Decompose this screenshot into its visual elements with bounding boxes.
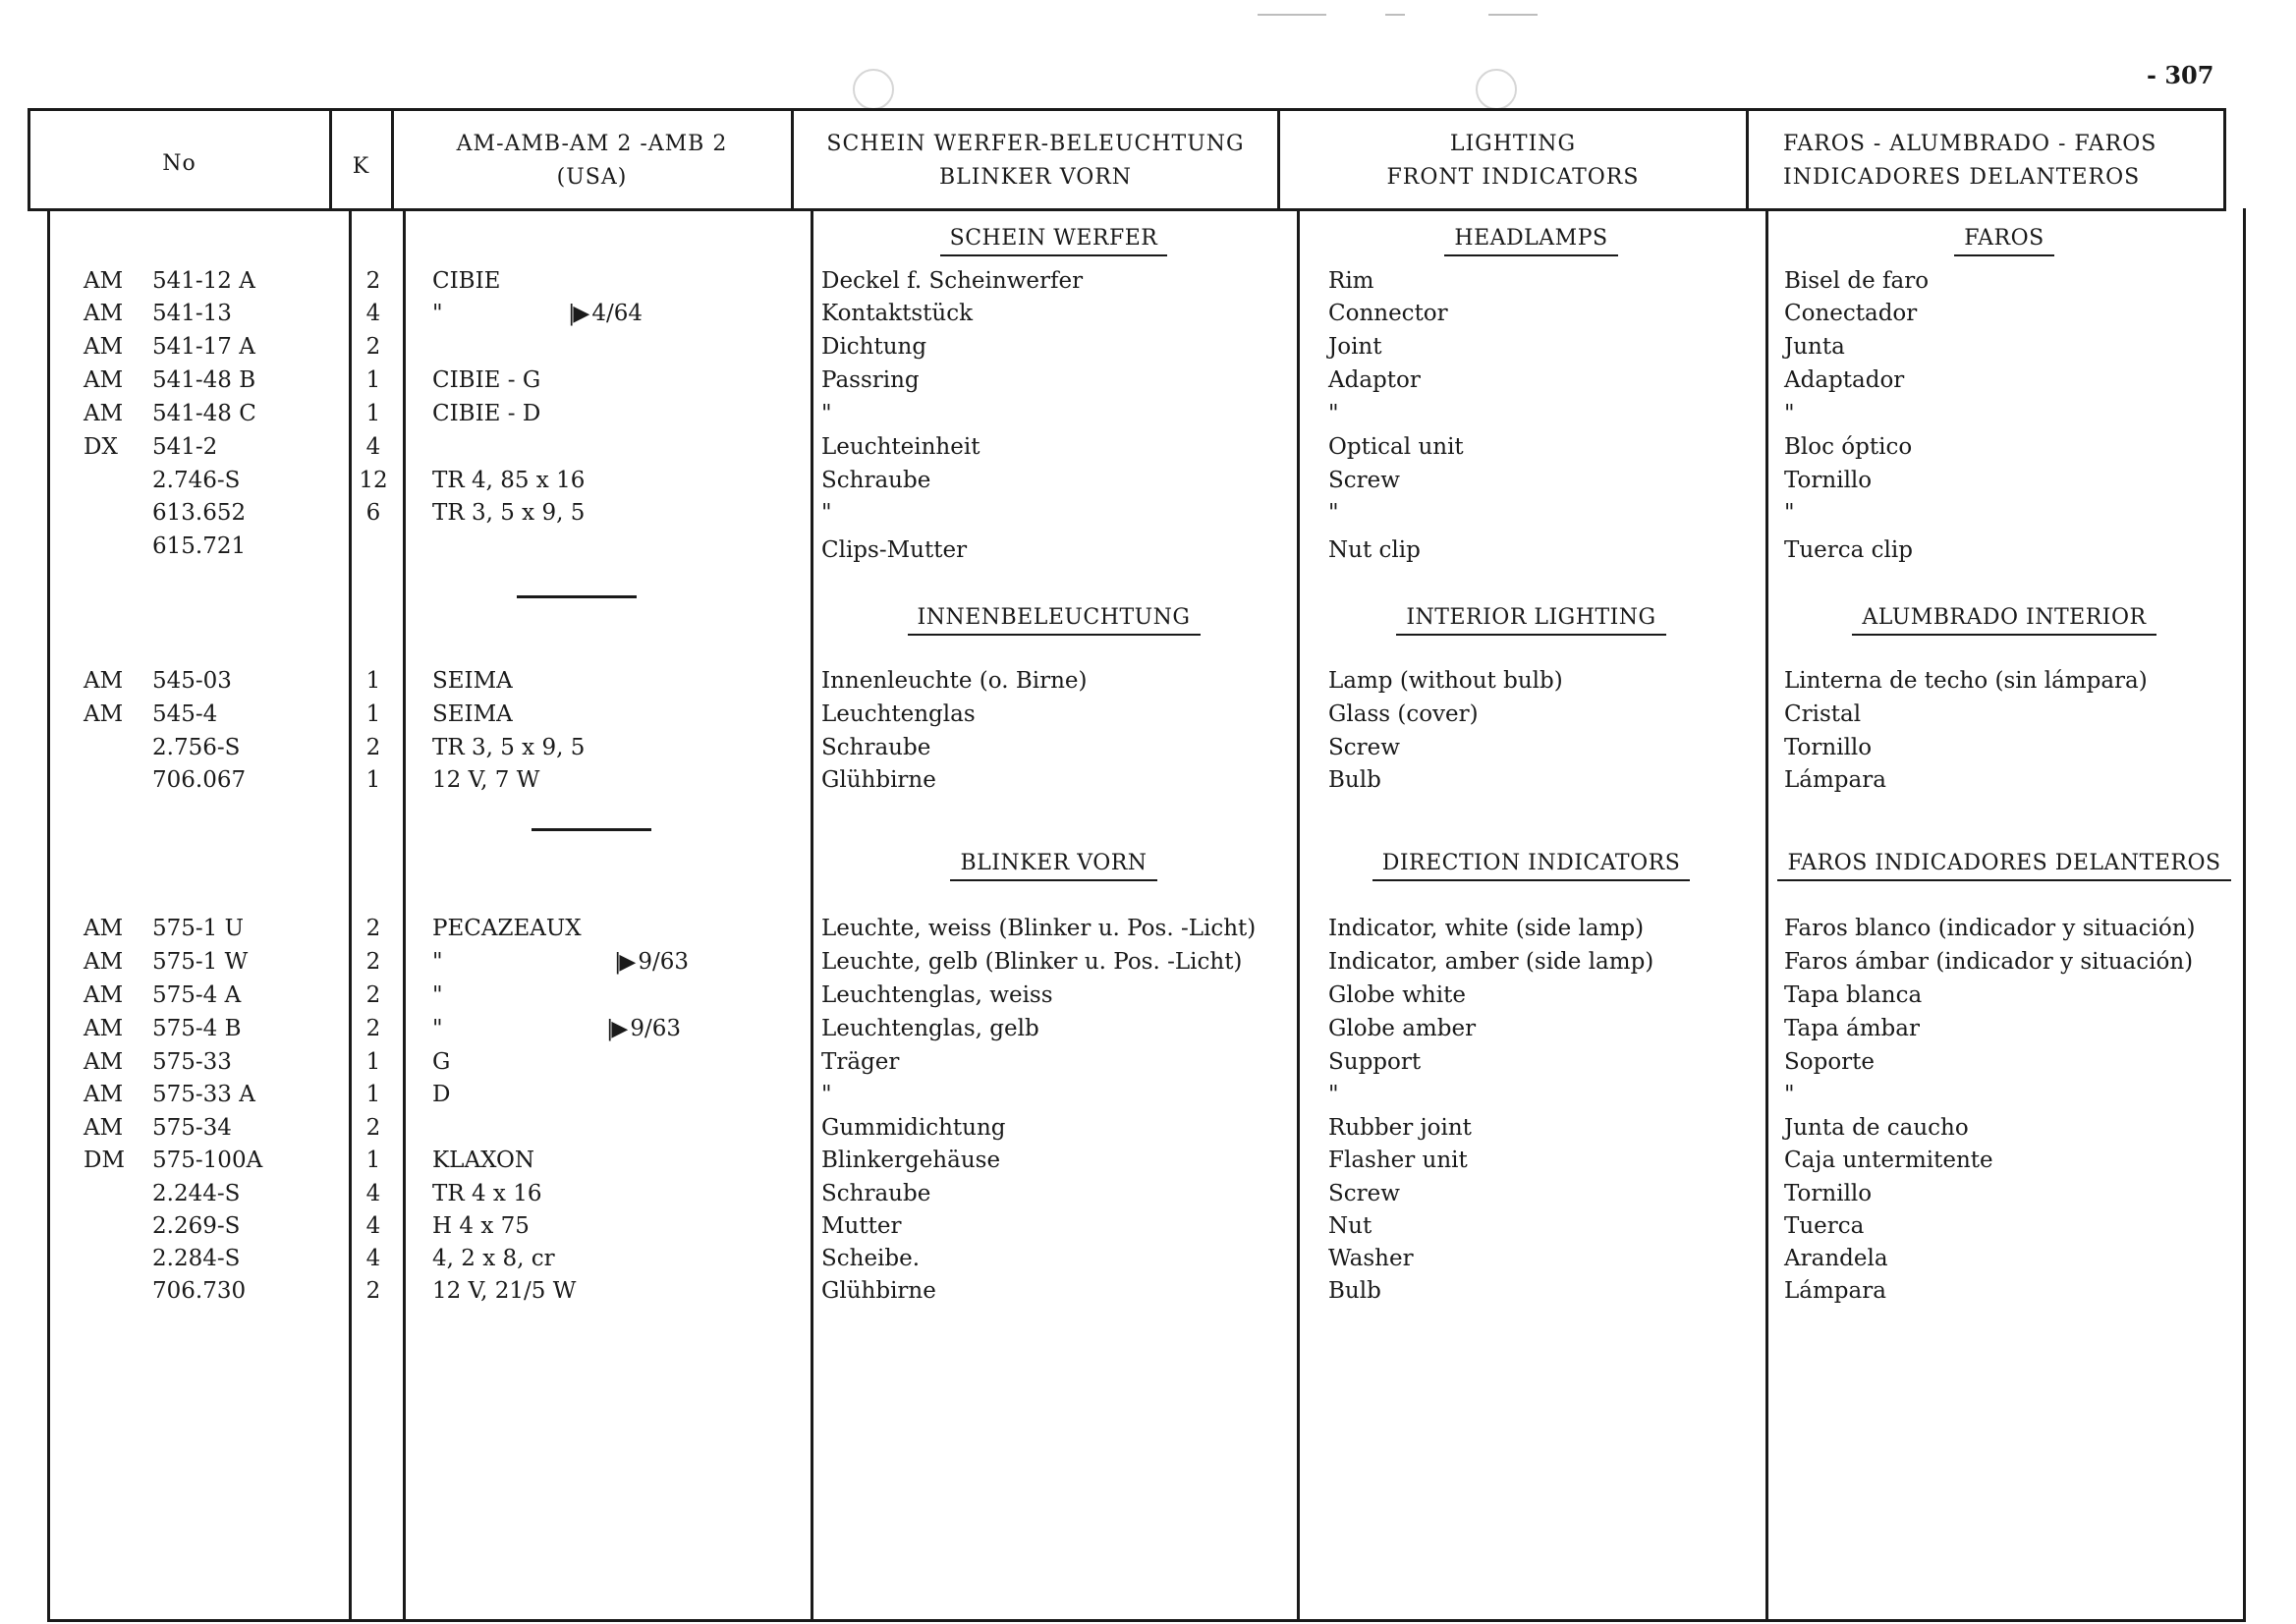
supplier-cell: CIBIE - G [432,367,541,393]
quantity-cell: 4 [365,1181,381,1206]
german-description: " [821,1082,832,1107]
column-divider [1746,108,1749,211]
quantity-cell: 1 [365,1049,381,1075]
english-description: Screw [1328,1181,1400,1206]
prefix-cell: DX [84,434,118,460]
quantity-cell: 2 [365,268,381,294]
part-number-cell: 541-12 A [152,268,255,294]
spanish-description: Faros blanco (indicador y situación) [1784,916,2196,941]
table-row [0,1082,2296,1113]
german-description: Leuchtenglas, gelb [821,1016,1039,1041]
spanish-description: Lámpara [1784,1278,1886,1304]
supplier-cell: SEIMA [432,701,513,727]
supplier-cell: TR 3, 5 x 9, 5 [432,500,586,526]
table-row [0,500,2296,532]
prefix-cell: AM [84,916,124,941]
section-heading-english [1297,851,1765,881]
table-row [0,949,2296,980]
table-row [0,401,2296,432]
page-number: - 307 [2147,61,2214,89]
prefix-cell: DM [84,1148,125,1173]
part-number-cell: 575-33 [152,1049,232,1075]
section-heading-german [811,226,1297,256]
spanish-description: Tuerca [1784,1213,1865,1239]
header-divider [29,208,2226,211]
supersession-arrow-icon: |▶ [568,302,588,326]
header-k-label: K [352,154,370,179]
table-row [0,434,2296,466]
table-row [0,982,2296,1014]
german-description: Glühbirne [821,767,936,793]
part-number-cell: 545-03 [152,668,232,694]
header-spanish [1783,128,2225,195]
part-number-cell: 541-17 A [152,334,255,360]
german-description: Schraube [821,468,931,493]
prefix-cell: AM [84,701,124,727]
quantity-cell: 1 [365,767,381,793]
german-description: Leuchte, gelb (Blinker u. Pos. -Licht) [821,949,1243,975]
table-row [0,1148,2296,1179]
header-english [1280,128,1746,195]
german-description: Mutter [821,1213,902,1239]
supplier-cell: PECAZEAUX [432,916,582,941]
quantity-cell: 1 [365,367,381,393]
german-description: Leuchtenglas, weiss [821,982,1053,1008]
header-german [794,128,1277,195]
quantity-cell: 2 [365,982,381,1008]
spanish-description: Cristal [1784,701,1862,727]
supplier-cell: TR 4, 85 x 16 [432,468,586,493]
part-number-cell: 541-2 [152,434,218,460]
english-description: Support [1328,1049,1422,1075]
german-description: Dichtung [821,334,927,360]
header-models-line2: (USA) [556,165,628,190]
prefix-cell: AM [84,668,124,694]
punch-hole [1476,69,1517,110]
spanish-description: Junta de caucho [1784,1115,1969,1141]
english-description: Nut [1328,1213,1372,1239]
spanish-description: Bisel de faro [1784,268,1930,294]
english-description: Connector [1328,301,1448,326]
section-title: INTERIOR LIGHTING [1396,605,1665,636]
english-description: Screw [1328,468,1400,493]
english-description: " [1328,1082,1339,1107]
supersession-date: 9/63 [630,1016,681,1041]
spanish-description: " [1784,500,1795,526]
section-title: HEADLAMPS [1444,226,1617,256]
header-no [29,147,329,181]
german-description: Leuchteinheit [821,434,980,460]
table-row [0,1246,2296,1277]
table-row [0,533,2296,565]
table-row [0,1213,2296,1245]
quantity-cell: 1 [365,668,381,694]
german-description: Kontaktstück [821,301,974,326]
part-number-cell: 2.269-S [152,1213,241,1239]
table-bottom-border [47,1619,2246,1622]
english-description: " [1328,500,1339,526]
spanish-description: " [1784,401,1795,426]
part-number-cell: 575-4 B [152,1016,242,1041]
part-number-cell: 2.244-S [152,1181,241,1206]
section-title: BLINKER VORN [950,851,1156,881]
part-number-cell: 2.756-S [152,735,241,760]
part-number-cell: 575-33 A [152,1082,255,1107]
prefix-cell: AM [84,1016,124,1041]
section-heading-german [811,605,1297,636]
english-description: Bulb [1328,1278,1381,1304]
quantity-cell: 2 [365,334,381,360]
spanish-description: Faros ámbar (indicador y situación) [1784,949,2194,975]
spanish-description: Tapa blanca [1784,982,1923,1008]
spanish-description: Tuerca clip [1784,537,1913,563]
header-english-line2: FRONT INDICATORS [1386,165,1640,190]
spanish-description: Tornillo [1784,1181,1873,1206]
prefix-cell: AM [84,401,124,426]
english-description: Rubber joint [1328,1115,1472,1141]
german-description: Glühbirne [821,1278,936,1304]
scan-mark [1258,14,1326,16]
header-german-line1: SCHEIN WERFER-BELEUCHTUNG [826,132,1245,156]
scan-mark [1385,14,1405,16]
spanish-description: Tapa ámbar [1784,1016,1920,1041]
german-description: Leuchte, weiss (Blinker u. Pos. -Licht) [821,916,1257,941]
german-description: Deckel f. Scheinwerfer [821,268,1084,294]
prefix-cell: AM [84,334,124,360]
section-title: INNENBELEUCHTUNG [908,605,1201,636]
table-row [0,301,2296,332]
supersession-date: 9/63 [638,949,689,975]
english-description: Joint [1328,334,1382,360]
spanish-description: Bloc óptico [1784,434,1913,460]
english-description: Globe amber [1328,1016,1477,1041]
part-number-cell: 575-34 [152,1115,232,1141]
english-description: Glass (cover) [1328,701,1479,727]
part-number-cell: 2.284-S [152,1246,241,1271]
table-row [0,1278,2296,1310]
section-heading-german [811,851,1297,881]
supplier-cell: " [432,949,443,975]
prefix-cell: AM [84,1049,124,1075]
supplier-cell: " [432,301,443,326]
english-description: Screw [1328,735,1400,760]
english-description: Lamp (without bulb) [1328,668,1563,694]
supersession-arrow-icon: |▶ [606,1017,627,1041]
part-number-cell: 545-4 [152,701,218,727]
spanish-description: Junta [1784,334,1845,360]
german-description: Scheibe. [821,1246,921,1271]
section-title: ALUMBRADO INTERIOR [1852,605,2156,636]
header-models [393,128,791,195]
section-separator [517,595,637,598]
table-row [0,367,2296,399]
prefix-cell: AM [84,301,124,326]
supplier-cell: " [432,982,443,1008]
header-german-line2: BLINKER VORN [938,165,1133,190]
quantity-cell: 1 [365,1082,381,1107]
german-description: " [821,401,832,426]
spanish-description: " [1784,1082,1795,1107]
section-heading-spanish [1765,226,2243,256]
table-row [0,268,2296,300]
supplier-cell: CIBIE [432,268,501,294]
spanish-description: Arandela [1784,1246,1888,1271]
header-no-label: No [162,151,196,176]
section-title: FAROS [1954,226,2053,256]
section-heading-english [1297,605,1765,636]
english-description: Globe white [1328,982,1466,1008]
quantity-cell: 1 [365,401,381,426]
part-number-cell: 575-1 U [152,916,244,941]
german-description: Schraube [821,1181,931,1206]
prefix-cell: AM [84,1082,124,1107]
german-description: Träger [821,1049,900,1075]
table-row [0,1181,2296,1212]
german-description: Leuchtenglas [821,701,976,727]
supplier-cell: G [432,1049,451,1075]
supplier-cell: 12 V, 21/5 W [432,1278,577,1304]
table-row [0,1016,2296,1047]
prefix-cell: AM [84,1115,124,1141]
english-description: Optical unit [1328,434,1464,460]
table-row [0,668,2296,700]
punch-hole [853,69,894,110]
supplier-cell: TR 4 x 16 [432,1181,542,1206]
part-number-cell: 541-48 C [152,401,256,426]
english-description: Bulb [1328,767,1381,793]
supplier-cell: CIBIE - D [432,401,541,426]
spanish-description: Tornillo [1784,735,1873,760]
supplier-cell: TR 3, 5 x 9, 5 [432,735,586,760]
german-description: Blinkergehäuse [821,1148,1001,1173]
supplier-cell: SEIMA [432,668,513,694]
part-number-cell: 575-100A [152,1148,263,1173]
quantity-cell: 1 [365,701,381,727]
supersession-arrow-icon: |▶ [614,950,635,975]
german-description: Schraube [821,735,931,760]
prefix-cell: AM [84,367,124,393]
quantity-cell: 2 [365,1115,381,1141]
scan-mark [1488,14,1538,16]
german-description: Innenleuchte (o. Birne) [821,668,1088,694]
spanish-description: Tornillo [1784,468,1873,493]
header-spanish-line2: INDICADORES DELANTEROS [1783,165,2141,190]
section-title: SCHEIN WERFER [940,226,1168,256]
part-number-cell: 706.067 [152,767,247,793]
supplier-cell: H 4 x 75 [432,1213,530,1239]
quantity-cell: 2 [365,916,381,941]
english-description: Indicator, amber (side lamp) [1328,949,1654,975]
quantity-cell: 1 [365,1148,381,1173]
part-number-cell: 2.746-S [152,468,241,493]
supplier-cell: 12 V, 7 W [432,767,540,793]
part-number-cell: 575-1 W [152,949,249,975]
spanish-description: Linterna de techo (sin lámpara) [1784,668,2148,694]
part-number-cell: 541-13 [152,301,232,326]
header-k [331,150,391,184]
english-description: Flasher unit [1328,1148,1468,1173]
quantity-cell: 2 [365,735,381,760]
english-description: Adaptor [1328,367,1421,393]
supersession-note [568,301,643,326]
part-number-cell: 615.721 [152,533,247,559]
english-description: Rim [1328,268,1374,294]
supersession-note [606,1016,681,1041]
quantity-cell: 6 [365,500,381,526]
spanish-description: Lámpara [1784,767,1886,793]
table-top-border [29,108,2226,111]
quantity-cell: 12 [359,468,388,493]
german-description: Clips-Mutter [821,537,968,563]
english-description: Washer [1328,1246,1414,1271]
quantity-cell: 2 [365,949,381,975]
quantity-cell: 4 [365,301,381,326]
table-row [0,701,2296,733]
quantity-cell: 2 [365,1278,381,1304]
section-separator [532,828,651,831]
supersession-note [614,949,689,975]
quantity-cell: 4 [365,1213,381,1239]
section-title: FAROS INDICADORES DELANTEROS [1777,851,2230,881]
supplier-cell: 4, 2 x 8, cr [432,1246,555,1271]
table-row [0,468,2296,499]
header-models-line1: AM-AMB-AM 2 -AMB 2 [456,132,728,156]
section-title: DIRECTION INDICATORS [1372,851,1691,881]
supplier-cell: " [432,1016,443,1041]
section-heading-english [1297,226,1765,256]
german-description: Gummidichtung [821,1115,1006,1141]
table-row [0,735,2296,766]
english-description: Indicator, white (side lamp) [1328,916,1645,941]
supersession-date: 4/64 [591,301,643,326]
table-row [0,1049,2296,1081]
spanish-description: Adaptador [1784,367,1905,393]
table-row [0,1115,2296,1147]
table-row [0,767,2296,799]
part-number-cell: 706.730 [152,1278,247,1304]
quantity-cell: 4 [365,434,381,460]
section-heading-spanish [1765,851,2243,881]
prefix-cell: AM [84,982,124,1008]
part-number-cell: 613.652 [152,500,247,526]
quantity-cell: 4 [365,1246,381,1271]
prefix-cell: AM [84,268,124,294]
german-description: Passring [821,367,920,393]
spanish-description: Conectador [1784,301,1918,326]
part-number-cell: 575-4 A [152,982,242,1008]
english-description: " [1328,401,1339,426]
spanish-description: Caja untermitente [1784,1148,1993,1173]
prefix-cell: AM [84,949,124,975]
section-heading-spanish [1765,605,2243,636]
header-english-line1: LIGHTING [1449,132,1577,156]
supplier-cell: KLAXON [432,1148,535,1173]
spanish-description: Soporte [1784,1049,1876,1075]
header-spanish-line1: FAROS - ALUMBRADO - FAROS [1783,132,2157,156]
part-number-cell: 541-48 B [152,367,256,393]
quantity-cell: 2 [365,1016,381,1041]
english-description: Nut clip [1328,537,1421,563]
supplier-cell: D [432,1082,451,1107]
table-row [0,916,2296,947]
german-description: " [821,500,832,526]
table-row [0,334,2296,365]
